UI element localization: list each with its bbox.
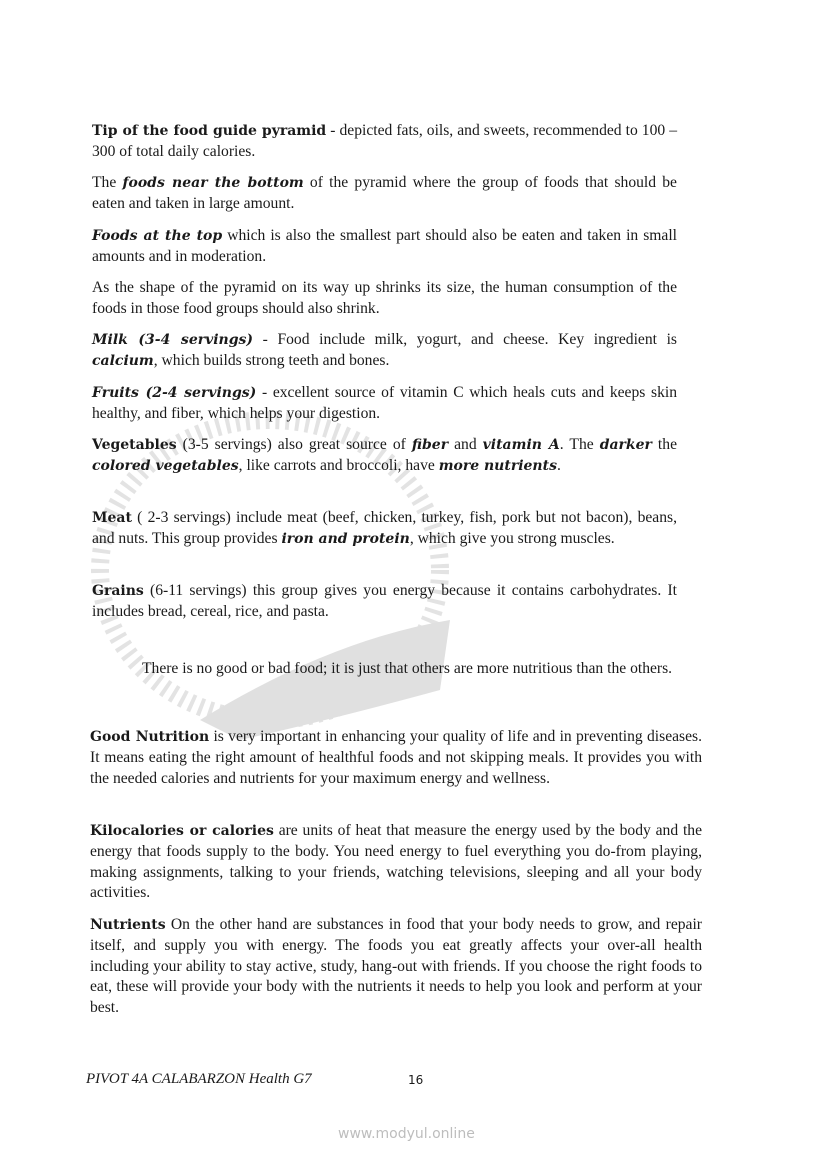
- paragraph: [92, 121, 677, 163]
- emphasized-text: Nutrients: [90, 917, 166, 933]
- emphasized-text: Meat: [92, 510, 132, 526]
- paragraph: [90, 727, 702, 789]
- emphasized-text: more nutrients: [438, 457, 557, 474]
- paragraph: [92, 383, 677, 425]
- text-run: - depicted fats, oils, and sweets, recommended to 100 – 300 of total daily calories.: [92, 122, 678, 160]
- emphasized-text: colored vegetables: [92, 457, 239, 474]
- emphasized-text: Grains: [92, 583, 144, 599]
- text-run: - Food include milk, yogurt, and cheese. Key ingredient is: [253, 331, 677, 348]
- emphasized-text: Milk (3-4 servings): [92, 332, 254, 348]
- paragraph: [90, 915, 702, 1019]
- text-run: (6-11 servings) this group gives you energy because it contains carbohydrates. It includes bread, cereal, rice, and pasta.: [92, 582, 677, 620]
- text-run: As the shape of the pyramid on its way up shrinks its size, the human consumption of the foods in those food groups should also shrink.: [92, 279, 677, 317]
- emphasized-text: darker: [599, 437, 652, 453]
- emphasized-text: vitamin A: [482, 437, 560, 453]
- footer-title: PIVOT 4A CALABARZON Health G7: [86, 1071, 312, 1087]
- text-run: the: [651, 436, 677, 453]
- paragraph: [92, 330, 677, 372]
- paragraph: [92, 278, 677, 320]
- text-run: of the pyramid where the group of foods that should be eaten and taken in large amount.: [92, 174, 677, 212]
- paragraph: [90, 821, 702, 904]
- emphasized-text: Good Nutrition: [90, 729, 210, 745]
- paragraph: [92, 435, 677, 477]
- paragraph: [92, 581, 677, 623]
- emphasized-text: foods near the bottom: [122, 175, 304, 191]
- text-run: , which builds strong teeth and bones.: [153, 351, 390, 369]
- website-watermark: www.modyul.online: [338, 1126, 475, 1142]
- text-run: (3-5 servings) also great source of: [176, 436, 412, 453]
- text-run: and: [448, 436, 483, 453]
- paragraph: [90, 659, 702, 680]
- emphasized-text: fiber: [411, 437, 449, 453]
- emphasized-text: Tip of the food guide pyramid: [92, 123, 327, 139]
- text-run: , which give you strong muscles.: [409, 529, 615, 547]
- text-run: is very important in enhancing your quality of life and in preventing diseases. It means eating the right amount of healthful foods and not skipping meals. It provides you with the needed calories and nutrients for your maximum energy and wellness.: [90, 728, 702, 787]
- text-run: . The: [559, 436, 600, 453]
- text-run: ( 2-3 servings) include meat (beef, chicken, turkey, fish, pork but not bacon), beans, and nuts. This group provides: [92, 509, 677, 547]
- paragraph: [92, 226, 677, 268]
- emphasized-text: Kilocalories or calories: [90, 823, 274, 839]
- text-run: , like carrots and broccoli, have: [238, 456, 439, 474]
- text-run: On the other hand are substances in food that your body needs to grow, and repair itself, and supply you with energy. The foods you eat greatly affects your over-all health including your ability to stay active, study, hang-out with friends. If you choose the right foods to eat, these will provide your body with the nutrients it needs to help you look and perform at your best.: [90, 916, 702, 1017]
- emphasized-text: iron and protein: [281, 530, 410, 547]
- emphasized-text: Foods at the top: [92, 228, 223, 244]
- text-run: are units of heat that measure the energy used by the body and the energy that foods supply to the body. You need energy to fuel everything you do-from playing, making assignments, talking to your friends, watching televisions, sleeping and all your body activities.: [90, 822, 702, 902]
- paragraph: [92, 173, 677, 215]
- emphasized-text: calcium: [92, 352, 154, 369]
- text-run: .: [556, 456, 561, 474]
- text-run: - excellent source of vitamin C which heals cuts and keeps skin healthy, and fiber, which helps your digestion.: [92, 384, 678, 422]
- text-run: There is no good or bad food; it is just that others are more nutritious than the others.: [142, 660, 673, 677]
- emphasized-text: Vegetables: [92, 437, 177, 453]
- text-run: The: [92, 174, 123, 191]
- text-run: which is also the smallest part should also be eaten and taken in small amounts and in moderation.: [92, 227, 678, 265]
- emphasized-text: Fruits (2-4 servings): [92, 385, 257, 401]
- page-number: 16: [408, 1073, 424, 1087]
- paragraph: [92, 508, 677, 550]
